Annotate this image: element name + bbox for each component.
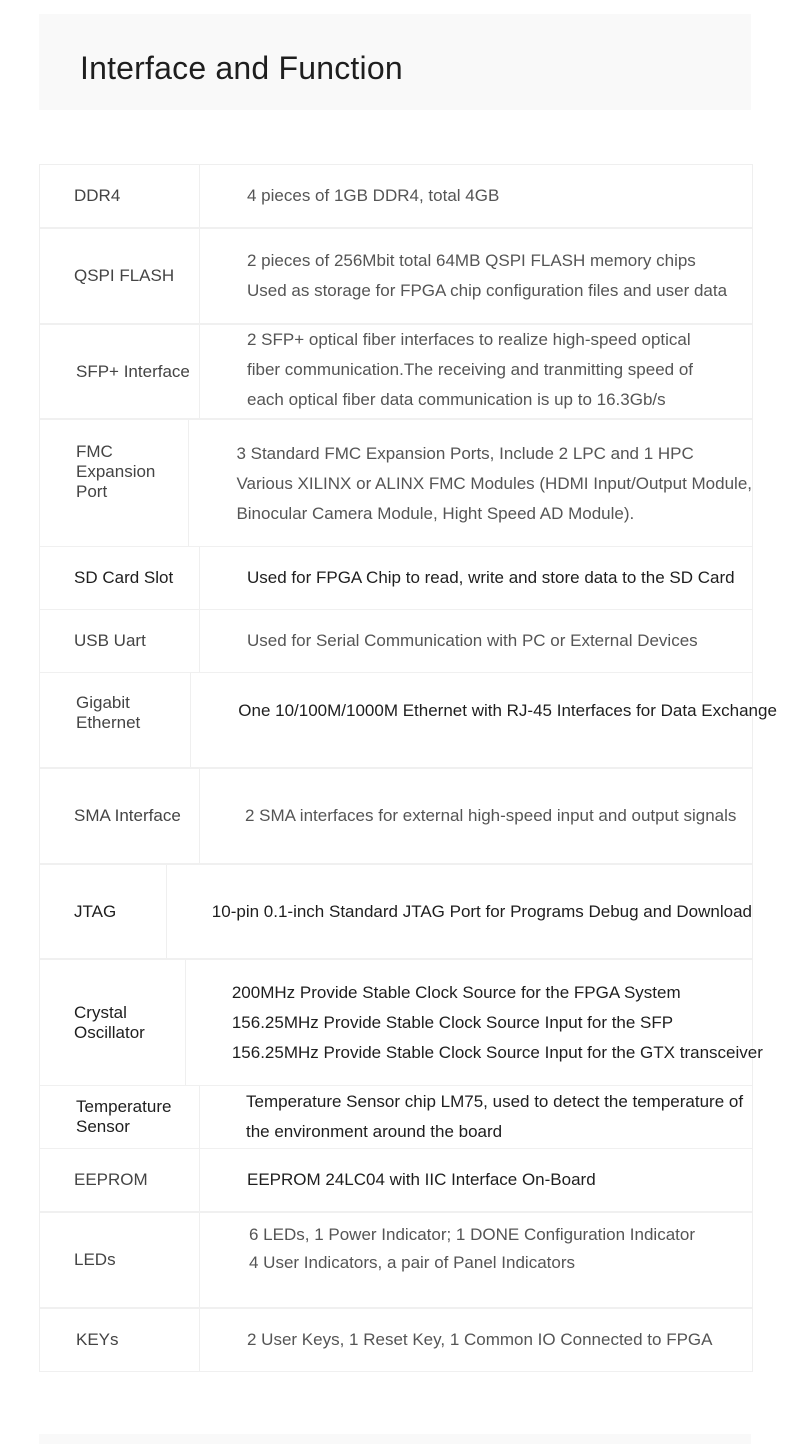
row-label: SMA Interface xyxy=(40,769,200,863)
row-value xyxy=(200,610,752,672)
row-value xyxy=(200,325,752,418)
value-line: One 10/100M/1000M Ethernet with RJ-45 Interfaces for Data Exchange xyxy=(238,701,777,720)
row-value xyxy=(200,1309,752,1371)
row-value xyxy=(200,1213,752,1307)
row-label: QSPI FLASH xyxy=(40,229,200,323)
row-label: EEPROM xyxy=(40,1149,200,1211)
value-line: Used as storage for FPGA chip configuration files and user data xyxy=(247,281,728,300)
row-label: Crystal Oscillator xyxy=(40,960,186,1085)
table-row-crystal-oscillator xyxy=(40,960,763,1086)
section-title: Interface and Function xyxy=(80,50,403,86)
row-value xyxy=(200,229,752,323)
value-line: EEPROM 24LC04 with IIC Interface On-Board xyxy=(247,1170,596,1189)
row-label: SFP+ Interface xyxy=(40,325,200,418)
value-line: Used for Serial Communication with PC or External Devices xyxy=(247,631,698,650)
row-value xyxy=(186,960,763,1085)
table-row-leds xyxy=(40,1213,752,1309)
table-row-jtag xyxy=(40,865,752,960)
spec-table xyxy=(39,164,777,1372)
table-row-temperature-sensor xyxy=(40,1086,752,1149)
row-value xyxy=(189,420,752,546)
row-value xyxy=(191,673,777,767)
section-header xyxy=(39,14,751,110)
value-line: each optical fiber data communication is up to 16.3Gb/s xyxy=(247,390,666,409)
row-label: Temperature Sensor xyxy=(40,1086,200,1148)
table-row-gigabit-ethernet xyxy=(40,673,777,769)
value-line: the environment around the board xyxy=(246,1122,503,1141)
table-row-sma-interface xyxy=(40,769,752,865)
value-line: 3 Standard FMC Expansion Ports, Include 2 LPC and 1 HPC xyxy=(236,444,694,463)
row-value xyxy=(167,865,752,958)
value-line: 2 User Keys, 1 Reset Key, 1 Common IO Connected to FPGA xyxy=(247,1330,713,1349)
value-line: Binocular Camera Module, Hight Speed AD Module). xyxy=(236,504,635,523)
row-value xyxy=(200,1149,752,1211)
row-label: DDR4 xyxy=(40,165,200,227)
value-line: fiber communication.The receiving and tranmitting speed of xyxy=(247,360,694,379)
row-value xyxy=(200,1086,752,1148)
value-line: Used for FPGA Chip to read, write and store data to the SD Card xyxy=(247,568,735,587)
value-line: 10-pin 0.1-inch Standard JTAG Port for Programs Debug and Download xyxy=(211,901,752,921)
table-row-eeprom xyxy=(40,1149,752,1213)
value-line: 156.25MHz Provide Stable Clock Source Input for the GTX transceiver xyxy=(231,1042,763,1062)
value-line: 2 SFP+ optical fiber interfaces to realize high-speed optical xyxy=(247,330,691,349)
table-row-sd-card-slot xyxy=(40,547,752,610)
row-value xyxy=(200,547,752,609)
value-line: 4 pieces of 1GB DDR4, total 4GB xyxy=(247,186,500,205)
row-label: FMC Expansion Port xyxy=(40,420,189,546)
table-row-keys xyxy=(40,1309,752,1372)
row-value xyxy=(200,165,752,227)
value-line: Various XILINX or ALINX FMC Modules (HDMI Input/Output Module, xyxy=(236,474,752,493)
row-label: USB Uart xyxy=(40,610,200,672)
row-label: SD Card Slot xyxy=(40,547,200,609)
table-row-ddr4 xyxy=(40,165,752,229)
value-line: Temperature Sensor chip LM75, used to detect the temperature of xyxy=(246,1092,744,1111)
table-row-sfp-interface xyxy=(40,325,752,420)
value-line: 4 User Indicators, a pair of Panel Indicators xyxy=(249,1253,575,1272)
table-row-fmc-expansion-port xyxy=(40,420,752,547)
next-section-header xyxy=(39,1434,751,1444)
row-value xyxy=(200,769,752,863)
table-row-qspi-flash xyxy=(40,229,752,325)
value-line: 6 LEDs, 1 Power Indicator; 1 DONE Configuration Indicator xyxy=(249,1225,695,1244)
row-label: LEDs xyxy=(40,1213,200,1307)
value-line: 2 SMA interfaces for external high-speed input and output signals xyxy=(245,806,737,825)
value-line: 2 pieces of 256Mbit total 64MB QSPI FLASH memory chips xyxy=(247,251,696,270)
value-line: 156.25MHz Provide Stable Clock Source Input for the SFP xyxy=(231,1012,674,1032)
row-label: Gigabit Ethernet xyxy=(40,673,191,767)
row-label: JTAG xyxy=(40,865,167,958)
row-label: KEYs xyxy=(40,1309,200,1371)
table-row-usb-uart xyxy=(40,610,752,673)
value-line: 200MHz Provide Stable Clock Source for the FPGA System xyxy=(231,982,681,1002)
